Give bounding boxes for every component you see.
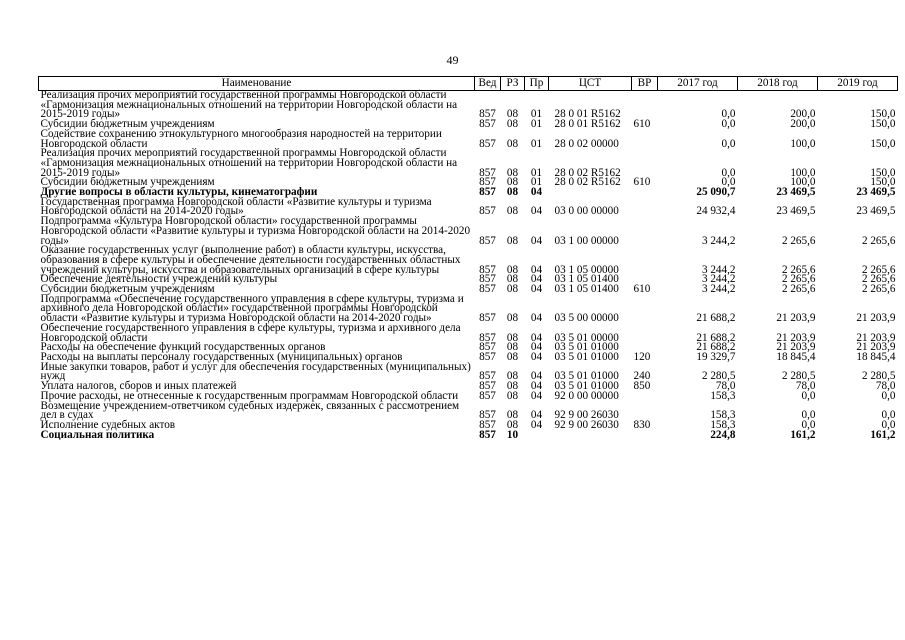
cell-2019: 2 265,6 (861, 283, 896, 296)
table-row (39, 431, 898, 441)
cell-pr: 04 (530, 341, 543, 354)
header-cst: ЦСТ (549, 77, 632, 91)
cell-2018: 2 265,6 (781, 234, 816, 247)
cell-2017: 21 688,2 (696, 341, 736, 354)
cell-name: Иные закупки товаров, работ и услуг для обеспечения государственных (муниципальных) нужд (40, 360, 471, 383)
cell-rz: 08 (506, 283, 519, 296)
cell-ved: 857 (479, 166, 496, 179)
cell-pr: 04 (530, 186, 543, 199)
cell-name: Содействие сохранению этнокультурного многообразия народностей на территории Новгородской области (40, 127, 442, 150)
cell-name: Обеспечение государственного управления в сфере культуры, туризма и архивного дела Новгородской области (40, 321, 461, 344)
cell-vr: 850 (633, 380, 651, 393)
cell-cst: 03 1 05 01400 (554, 283, 619, 296)
cell-rz: 08 (506, 341, 519, 354)
cell-pr: 04 (530, 389, 543, 402)
cell-2018: 2 265,6 (781, 283, 816, 296)
cell-name: Другие вопросы в области культуры, кинематографии (40, 186, 318, 199)
cell-rz: 08 (506, 166, 519, 179)
cell-2017: 0,0 (721, 108, 736, 121)
cell-2017: 3 244,2 (701, 234, 736, 247)
cell-2019: 23 469,5 (856, 186, 896, 199)
header-name: Наименование (39, 77, 475, 91)
cell-cst: 03 5 00 00000 (554, 312, 619, 325)
cell-2018: 200,0 (790, 108, 816, 121)
cell-2017: 0,0 (721, 176, 736, 189)
cell-cst: 03 5 01 01000 (554, 341, 619, 354)
header-2019: 2019 год (818, 77, 898, 91)
cell-pr: 04 (530, 234, 543, 247)
cell-2018: 0,0 (801, 409, 816, 422)
cell-vr: 240 (633, 370, 651, 383)
table-row (39, 295, 898, 324)
cell-2019: 78,0 (875, 380, 896, 393)
cell-pr: 04 (530, 418, 543, 431)
table-row (39, 149, 898, 178)
cell-cst: 03 5 01 01000 (554, 380, 619, 393)
cell-cst: 92 9 00 26030 (554, 418, 619, 431)
cell-vr (632, 149, 658, 178)
cell-ved: 857 (479, 263, 496, 276)
cell-2019: 0,0 (881, 418, 896, 431)
cell-name: Расходы на выплаты персоналу государственных (муниципальных) органов (40, 350, 403, 363)
table-body (39, 91, 898, 441)
cell-cst: 03 5 01 00000 (554, 331, 619, 344)
cell-cst (549, 188, 632, 198)
cell-ved: 857 (479, 234, 496, 247)
cell-2017: 3 244,2 (701, 283, 736, 296)
cell-2017: 21 688,2 (696, 331, 736, 344)
cell-2018: 18 845,4 (776, 350, 816, 363)
cell-pr: 04 (530, 273, 543, 286)
cell-rz: 08 (506, 205, 519, 218)
cell-pr (525, 431, 549, 441)
table-row (39, 246, 898, 275)
cell-ved: 857 (479, 118, 496, 131)
cell-2018: 2 280,5 (781, 370, 816, 383)
cell-rz: 08 (506, 370, 519, 383)
cell-name: Субсидии бюджетным учреждениям (40, 283, 215, 296)
cell-2018: 100,0 (790, 137, 816, 150)
cell-ved: 857 (479, 283, 496, 296)
cell-name: Подпрограмма «Обеспечение государственного управления в сфере культуры, туризма и архивного дела Новгородской области» государственной программы Новгородской области «Развитие культуры и туризма Новгородской области на 2014-2020 годы» (40, 292, 464, 325)
cell-2017: 25 090,7 (696, 186, 736, 199)
cell-cst: 92 0 00 00000 (554, 389, 619, 402)
cell-rz: 08 (506, 312, 519, 325)
cell-2019: 21 203,9 (856, 341, 896, 354)
cell-2018: 200,0 (790, 118, 816, 131)
cell-cst: 03 5 01 01000 (554, 350, 619, 363)
cell-2019: 150,0 (870, 166, 896, 179)
cell-cst: 28 0 02 R5162 (554, 166, 621, 179)
header-rz: РЗ (501, 77, 525, 91)
cell-name: Реализация прочих мероприятий государственной программы Новгородской области «Гармонизация межнациональных отношений на территории Новгородской области на 2015-2019 годы» (40, 147, 458, 179)
cell-vr (632, 198, 658, 217)
cell-rz: 08 (506, 418, 519, 431)
cell-pr: 01 (530, 118, 543, 131)
budget-table (38, 76, 898, 440)
table-row (39, 217, 898, 246)
cell-2018: 0,0 (801, 418, 816, 431)
cell-name: Расходы на обеспечение функций государственных органов (40, 341, 326, 354)
cell-2017: 158,3 (710, 418, 736, 431)
cell-2019: 0,0 (881, 389, 896, 402)
cell-rz: 08 (506, 234, 519, 247)
cell-2019: 18 845,4 (856, 350, 896, 363)
cell-vr (632, 295, 658, 324)
cell-2018: 100,0 (790, 166, 816, 179)
cell-2019: 2 265,6 (861, 273, 896, 286)
cell-rz: 08 (506, 273, 519, 286)
cell-2019: 0,0 (881, 409, 896, 422)
cell-2018: 161,2 (790, 428, 816, 441)
cell-2019: 150,0 (870, 118, 896, 131)
cell-ved: 857 (479, 205, 496, 218)
cell-pr: 04 (530, 370, 543, 383)
cell-rz: 08 (506, 409, 519, 422)
cell-ved: 857 (479, 108, 496, 121)
cell-pr: 04 (530, 350, 543, 363)
cell-ved: 857 (479, 176, 496, 189)
table-row (39, 91, 898, 121)
cell-2017: 224,8 (710, 428, 736, 441)
cell-2017: 78,0 (715, 380, 736, 393)
cell-ved: 857 (479, 409, 496, 422)
cell-ved: 857 (479, 428, 496, 441)
cell-2017: 24 932,4 (696, 205, 736, 218)
cell-ved: 857 (479, 418, 496, 431)
cell-vr: 610 (633, 176, 651, 189)
cell-rz: 08 (506, 263, 519, 276)
cell-ved: 857 (479, 331, 496, 344)
cell-2018: 21 203,9 (776, 312, 816, 325)
cell-2018: 78,0 (795, 380, 816, 393)
cell-ved: 857 (479, 273, 496, 286)
cell-name: Государственная программа Новгородской области «Развитие культуры и туризма Новгородской области на 2014-2020 годы» (40, 195, 432, 218)
cell-pr: 01 (530, 176, 543, 189)
cell-name: Реализация прочих мероприятий государственной программы Новгородской области «Гармонизация межнациональных отношений на территории Новгородской области на 2015-2019 годы» (40, 89, 458, 121)
cell-ved: 857 (479, 350, 496, 363)
cell-2017: 0,0 (721, 166, 736, 179)
cell-vr (632, 188, 658, 198)
cell-pr: 04 (530, 312, 543, 325)
cell-ved: 857 (479, 137, 496, 150)
cell-cst: 28 0 02 R5162 (554, 176, 621, 189)
cell-name: Социальная политика (40, 428, 155, 441)
cell-ved: 857 (479, 186, 496, 199)
cell-2019: 161,2 (870, 428, 896, 441)
cell-2017: 158,3 (710, 389, 736, 402)
cell-pr: 04 (530, 205, 543, 218)
cell-pr: 04 (530, 380, 543, 393)
cell-name: Обеспечение деятельности учреждений культуры (40, 273, 278, 286)
cell-rz: 08 (506, 350, 519, 363)
cell-pr: 04 (530, 331, 543, 344)
table-row (39, 421, 898, 431)
cell-2018: 2 265,6 (781, 273, 816, 286)
cell-pr: 04 (530, 263, 543, 276)
cell-name: Возмещение учреждением-ответчиком судебных издержек, связанных с рассмотрением дел в судах (40, 399, 460, 422)
cell-2019: 2 265,6 (861, 263, 896, 276)
cell-rz: 08 (506, 176, 519, 189)
cell-cst: 92 9 00 26030 (554, 409, 619, 422)
cell-vr: 120 (633, 350, 651, 363)
cell-2017: 0,0 (721, 118, 736, 131)
cell-2018: 23 469,5 (776, 205, 816, 218)
cell-cst (549, 431, 632, 441)
cell-cst: 03 1 05 01400 (554, 273, 619, 286)
cell-2019: 150,0 (870, 176, 896, 189)
cell-vr (632, 130, 658, 149)
cell-cst: 03 5 01 01000 (554, 370, 619, 383)
cell-pr: 01 (530, 166, 543, 179)
cell-2017: 158,3 (710, 409, 736, 422)
cell-rz: 08 (506, 380, 519, 393)
cell-cst: 03 1 05 00000 (554, 263, 619, 276)
cell-2018: 21 203,9 (776, 331, 816, 344)
cell-2017: 0,0 (721, 137, 736, 150)
cell-2017: 3 244,2 (701, 273, 736, 286)
cell-cst: 28 0 01 R5162 (554, 108, 621, 121)
cell-cst: 28 0 02 00000 (554, 137, 619, 150)
cell-rz: 08 (506, 389, 519, 402)
header-2017: 2017 год (658, 77, 738, 91)
cell-rz: 08 (506, 186, 519, 199)
page-number: 49 (446, 53, 459, 67)
cell-2019: 21 203,9 (856, 331, 896, 344)
cell-vr (632, 246, 658, 275)
cell-2019: 150,0 (870, 137, 896, 150)
cell-vr (632, 402, 658, 421)
cell-vr (632, 324, 658, 343)
cell-ved: 857 (479, 380, 496, 393)
cell-vr: 830 (633, 418, 651, 431)
cell-rz: 08 (506, 118, 519, 131)
cell-2017: 3 244,2 (701, 263, 736, 276)
cell-rz: 10 (506, 428, 519, 441)
cell-ved: 857 (479, 389, 496, 402)
table-row (39, 402, 898, 421)
header-2018: 2018 год (738, 77, 818, 91)
cell-vr (632, 392, 658, 402)
cell-name: Прочие расходы, не отнесенные к государственным программам Новгородской области (40, 389, 459, 402)
cell-vr: 610 (633, 283, 651, 296)
cell-2018: 21 203,9 (776, 341, 816, 354)
cell-vr (632, 217, 658, 246)
header-pr: Пр (525, 77, 549, 91)
cell-rz: 08 (506, 331, 519, 344)
cell-2018: 23 469,5 (776, 186, 816, 199)
cell-name: Подпрограмма «Культура Новгородской области» государственной программы Новгородской области «Развитие культуры и туризма Новгородской области на 2014-2020 годы» (40, 215, 471, 247)
cell-2017: 21 688,2 (696, 312, 736, 325)
cell-vr (632, 431, 658, 441)
cell-ved: 857 (479, 312, 496, 325)
cell-cst: 28 0 01 R5162 (554, 118, 621, 131)
cell-2017: 19 329,7 (696, 350, 736, 363)
cell-pr: 04 (530, 283, 543, 296)
cell-2019: 23 469,5 (856, 205, 896, 218)
cell-rz: 08 (506, 108, 519, 121)
cell-cst: 03 0 00 00000 (554, 205, 619, 218)
cell-name: Уплата налогов, сборов и иных платежей (40, 380, 237, 393)
cell-pr: 01 (530, 108, 543, 121)
header-vr: ВР (632, 77, 658, 91)
cell-vr (632, 91, 658, 121)
cell-2019: 2 265,6 (861, 234, 896, 247)
cell-name: Субсидии бюджетным учреждениям (40, 118, 215, 131)
cell-pr: 04 (530, 409, 543, 422)
cell-2017: 2 280,5 (701, 370, 736, 383)
cell-rz: 08 (506, 137, 519, 150)
cell-2018: 0,0 (801, 389, 816, 402)
cell-ved: 857 (479, 341, 496, 354)
cell-2018: 100,0 (790, 176, 816, 189)
cell-name: Исполнение судебных актов (40, 418, 176, 431)
cell-vr: 610 (633, 118, 651, 131)
header-ved: Вед (475, 77, 501, 91)
cell-ved: 857 (479, 370, 496, 383)
cell-cst: 03 1 00 00000 (554, 234, 619, 247)
cell-2019: 150,0 (870, 108, 896, 121)
cell-pr: 01 (530, 137, 543, 150)
cell-2019: 21 203,9 (856, 312, 896, 325)
cell-name: Субсидии бюджетным учреждениям (40, 176, 215, 189)
cell-2019: 2 280,5 (861, 370, 896, 383)
cell-2018: 2 265,6 (781, 263, 816, 276)
cell-name: Оказание государственных услуг (выполнение работ) в области культуры, искусства, образования в сфере культуры и обеспечение деятельности государственных областных учреждений культуры, искусства и образовательных организаций в сфере культуры (40, 244, 461, 276)
